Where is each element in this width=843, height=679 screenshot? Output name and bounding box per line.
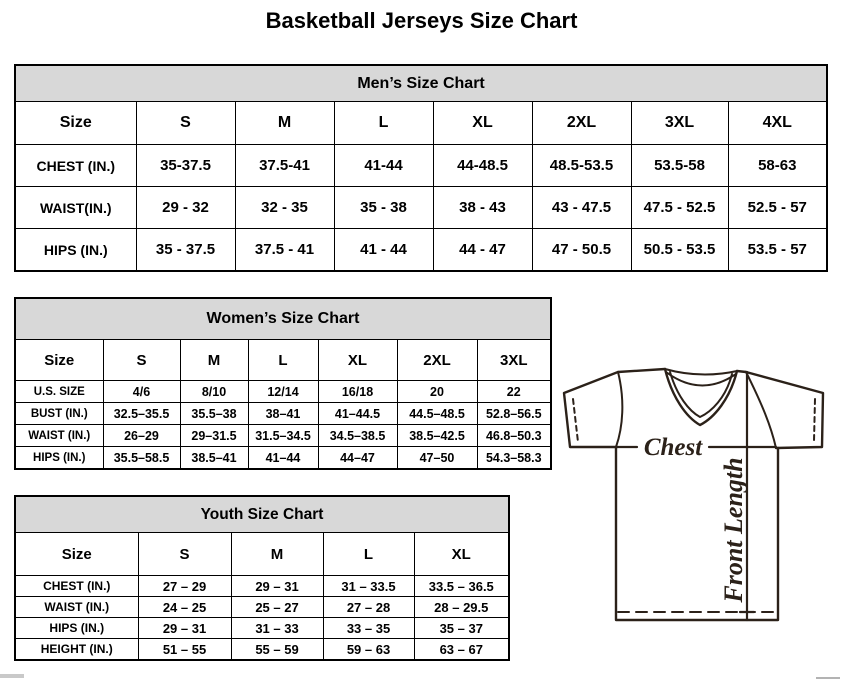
size-value: 33.5 – 36.5 <box>414 576 509 597</box>
column-header: M <box>180 340 248 381</box>
column-header: 3XL <box>631 102 728 145</box>
size-value: 27 – 28 <box>323 597 414 618</box>
jersey-right-sleeve <box>746 372 823 448</box>
size-value: 38.5–41 <box>180 447 248 470</box>
youth-table-title: Youth Size Chart <box>15 496 509 533</box>
women-hips-row <box>15 447 551 470</box>
youth-size-table <box>14 495 510 661</box>
men-header-row <box>15 102 827 145</box>
column-header: XL <box>433 102 532 145</box>
size-value: 31 – 33 <box>231 618 323 639</box>
horizontal-scrollbar-fragment-left[interactable] <box>0 674 24 678</box>
youth-height-row <box>15 639 509 661</box>
row-label: CHEST (IN.) <box>15 576 138 597</box>
column-header: Size <box>15 533 138 576</box>
youth-header-row <box>15 533 509 576</box>
size-value: 8/10 <box>180 381 248 403</box>
size-value: 35 - 38 <box>334 187 433 229</box>
youth-table-title-row <box>15 496 509 533</box>
size-value: 37.5-41 <box>235 145 334 187</box>
page-title: Basketball Jerseys Size Chart <box>265 8 578 33</box>
size-value: 34.5–38.5 <box>318 425 397 447</box>
column-header: M <box>231 533 323 576</box>
women-table-title: Women’s Size Chart <box>15 298 551 340</box>
size-value: 52.8–56.5 <box>477 403 551 425</box>
men-hips-row <box>15 229 827 272</box>
size-value: 46.8–50.3 <box>477 425 551 447</box>
size-value: 63 – 67 <box>414 639 509 661</box>
size-value: 41 - 44 <box>334 229 433 272</box>
size-value: 28 – 29.5 <box>414 597 509 618</box>
size-value: 35 – 37 <box>414 618 509 639</box>
column-header: 4XL <box>728 102 827 145</box>
size-value: 32.5–35.5 <box>103 403 180 425</box>
size-value: 38.5–42.5 <box>397 425 477 447</box>
column-header: 2XL <box>532 102 631 145</box>
size-value: 22 <box>477 381 551 403</box>
size-value: 31.5–34.5 <box>248 425 318 447</box>
column-header: S <box>138 533 231 576</box>
size-value: 44–47 <box>318 447 397 470</box>
row-label: WAIST (IN.) <box>15 597 138 618</box>
size-value: 31 – 33.5 <box>323 576 414 597</box>
jersey-measurement-diagram <box>560 362 828 624</box>
size-value: 27 – 29 <box>138 576 231 597</box>
row-label: HIPS (IN.) <box>15 618 138 639</box>
size-value: 4/6 <box>103 381 180 403</box>
column-header: L <box>334 102 433 145</box>
column-header: Size <box>15 340 103 381</box>
size-value: 29–31.5 <box>180 425 248 447</box>
women-bust-row <box>15 403 551 425</box>
row-label: HIPS (IN.) <box>15 447 103 470</box>
men-table-title-row <box>15 65 827 102</box>
row-label: WAIST(IN.) <box>15 187 136 229</box>
size-value: 20 <box>397 381 477 403</box>
size-value: 55 – 59 <box>231 639 323 661</box>
column-header: S <box>136 102 235 145</box>
size-value: 33 – 35 <box>323 618 414 639</box>
row-label: HEIGHT (IN.) <box>15 639 138 661</box>
men-chest-row <box>15 145 827 187</box>
size-value: 29 – 31 <box>231 576 323 597</box>
size-value: 47–50 <box>397 447 477 470</box>
column-header: 3XL <box>477 340 551 381</box>
women-waist-row <box>15 425 551 447</box>
size-value: 29 - 32 <box>136 187 235 229</box>
size-value: 59 – 63 <box>323 639 414 661</box>
column-header: XL <box>414 533 509 576</box>
size-value: 54.3–58.3 <box>477 447 551 470</box>
row-label: HIPS (IN.) <box>15 229 136 272</box>
column-header: 2XL <box>397 340 477 381</box>
size-value: 47.5 - 52.5 <box>631 187 728 229</box>
jersey-collar-inner-v <box>670 372 732 417</box>
chest-label: Chest <box>643 434 703 461</box>
women-size-table <box>14 297 552 470</box>
size-value: 53.5 - 57 <box>728 229 827 272</box>
jersey-collar-top-edge <box>665 369 737 375</box>
men-table-title: Men’s Size Chart <box>15 65 827 102</box>
size-value: 35-37.5 <box>136 145 235 187</box>
size-value: 32 - 35 <box>235 187 334 229</box>
size-value: 43 - 47.5 <box>532 187 631 229</box>
jersey-right-cuff-dashed-line <box>814 399 815 441</box>
size-value: 37.5 - 41 <box>235 229 334 272</box>
jersey-body-outline <box>616 447 778 620</box>
size-value: 25 – 27 <box>231 597 323 618</box>
youth-chest-row <box>15 576 509 597</box>
size-value: 35.5–58.5 <box>103 447 180 470</box>
size-value: 53.5-58 <box>631 145 728 187</box>
column-header: Size <box>15 102 136 145</box>
jersey-left-armhole-seam <box>616 372 622 447</box>
jersey-right-armhole-seam <box>746 372 776 448</box>
size-value: 44-48.5 <box>433 145 532 187</box>
row-label: BUST (IN.) <box>15 403 103 425</box>
size-value: 12/14 <box>248 381 318 403</box>
column-header: XL <box>318 340 397 381</box>
front-length-label: Front Length <box>719 457 748 603</box>
size-value: 52.5 - 57 <box>728 187 827 229</box>
row-label: CHEST (IN.) <box>15 145 136 187</box>
size-value: 41–44 <box>248 447 318 470</box>
size-value: 44 - 47 <box>433 229 532 272</box>
jersey-left-cuff-dashed-line <box>573 399 578 442</box>
youth-waist-row <box>15 597 509 618</box>
size-value: 50.5 - 53.5 <box>631 229 728 272</box>
size-value: 38–41 <box>248 403 318 425</box>
women-table-title-row <box>15 298 551 340</box>
youth-hips-row <box>15 618 509 639</box>
size-value: 48.5-53.5 <box>532 145 631 187</box>
size-value: 51 – 55 <box>138 639 231 661</box>
size-value: 58-63 <box>728 145 827 187</box>
size-value: 38 - 43 <box>433 187 532 229</box>
size-value: 44.5–48.5 <box>397 403 477 425</box>
column-header: L <box>248 340 318 381</box>
row-label: WAIST (IN.) <box>15 425 103 447</box>
women-us-size-row <box>15 381 551 403</box>
size-value: 26–29 <box>103 425 180 447</box>
size-value: 24 – 25 <box>138 597 231 618</box>
size-value: 35.5–38 <box>180 403 248 425</box>
jersey-right-shoulder <box>737 371 746 372</box>
column-header: M <box>235 102 334 145</box>
size-value: 35 - 37.5 <box>136 229 235 272</box>
column-header: L <box>323 533 414 576</box>
jersey-left-sleeve <box>564 372 618 447</box>
size-value: 41–44.5 <box>318 403 397 425</box>
jersey-left-shoulder <box>618 369 665 372</box>
size-value: 41-44 <box>334 145 433 187</box>
men-size-table <box>14 64 828 272</box>
women-header-row <box>15 340 551 381</box>
column-header: S <box>103 340 180 381</box>
men-waist-row <box>15 187 827 229</box>
row-label: U.S. SIZE <box>15 381 103 403</box>
size-value: 29 – 31 <box>138 618 231 639</box>
size-value: 16/18 <box>318 381 397 403</box>
size-value: 47 - 50.5 <box>532 229 631 272</box>
